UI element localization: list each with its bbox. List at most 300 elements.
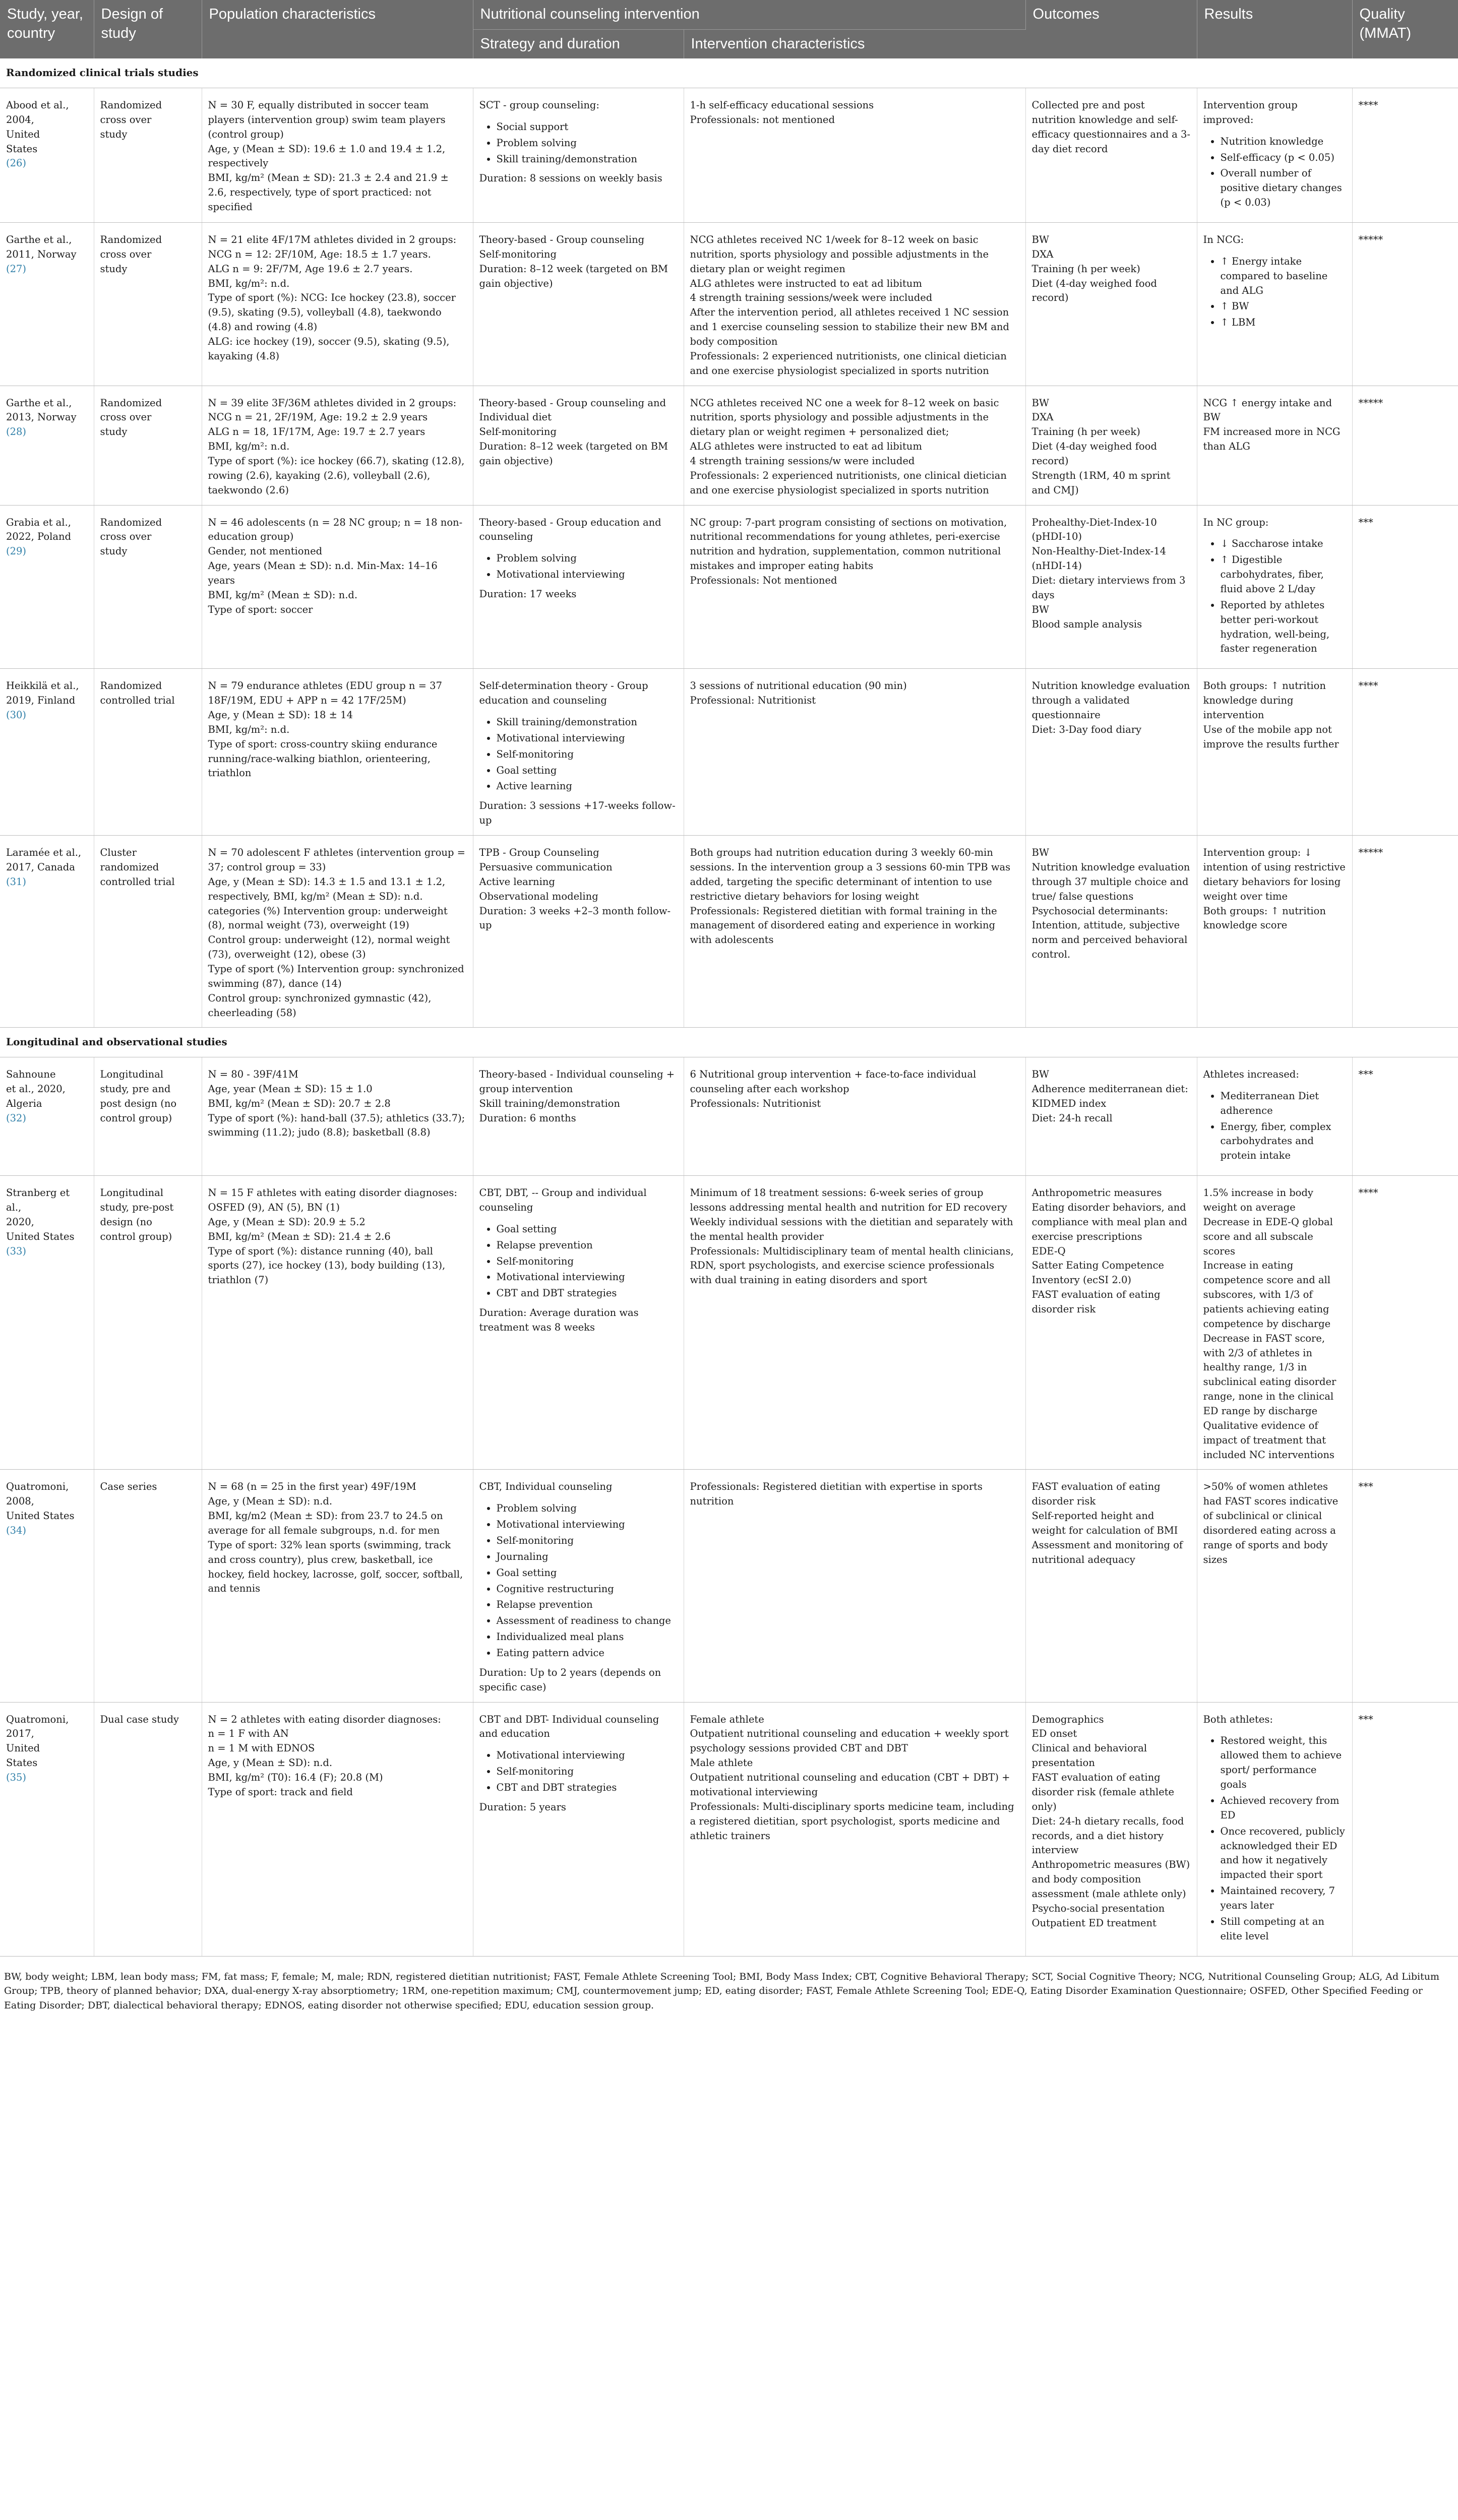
characteristics-line: Professionals: Nutritionist [690, 1097, 821, 1109]
table-row [0, 505, 1458, 669]
characteristics-line: 6 Nutritional group intervention + face-to-face individual counseling after each workshop [690, 1068, 977, 1095]
characteristics-line: Professionals: not mentioned [690, 113, 835, 125]
design-line: study, pre and [100, 1083, 171, 1095]
population-line: Type of sport (%): NCG: Ice hockey (23.8), soccer (9.5), skating (9.5), volleyball (4.8), taekwondo (4.8) and rowing (4.8) [208, 292, 456, 333]
outcomes-line: Diet (4-day weighed food record) [1031, 277, 1157, 304]
bullet-list [479, 715, 678, 794]
study-line: 2017, Canada [6, 861, 75, 873]
cell-quality: **** [1352, 669, 1458, 836]
cell-design [94, 88, 202, 222]
bullet-item: • Nutrition knowledge [1221, 135, 1346, 149]
study-line: States [6, 143, 38, 155]
bullet-item: • Goal setting [497, 1222, 678, 1237]
cell-study [0, 88, 94, 222]
population-line: N = 68 (n = 25 in the first year) 49F/19M [208, 1481, 416, 1493]
cell-design [94, 1470, 202, 1702]
results-line: Both groups: ↑ nutrition knowledge score [1203, 905, 1326, 931]
cell-study [0, 505, 94, 669]
results-line: Increase in eating competence score and all subscores, with 1/3 of patients achieving eating competence by discharge [1203, 1259, 1331, 1330]
section-row [0, 58, 1458, 88]
table-row [0, 1702, 1458, 1956]
bullet-list [1203, 255, 1346, 330]
outcomes-line: Psycho-social presentation [1031, 1902, 1165, 1914]
design-line: Randomized [100, 516, 162, 528]
bullet-item: • Skill training/demonstration [497, 715, 678, 730]
bullet-list [479, 1222, 678, 1301]
population-line: Age, y (Mean ± SD): n.d. [208, 1757, 333, 1769]
study-line: 2017, [6, 1728, 34, 1740]
bullet-list [1203, 135, 1346, 210]
population-line: Age, year (Mean ± SD): 15 ± 1.0 [208, 1083, 373, 1095]
population-line: BMI, kg/m² (Mean ± SD): n.d. [208, 589, 358, 601]
cell-outcomes [1025, 1176, 1197, 1470]
bullet-item: • Self-efficacy (p < 0.05) [1221, 151, 1346, 165]
table-row [0, 836, 1458, 1028]
cell-results [1197, 386, 1352, 505]
population-line: BMI, kg/m² (Mean ± SD): 21.3 ± 2.4 and 21.9 ± 2.6, respectively, type of sport practiced: not specified [208, 172, 449, 213]
results-line: >50% of women athletes had FAST scores indicative of subclinical or clinical disordered eating across a range of sports and body sizes [1203, 1481, 1339, 1565]
population-line: Age, y (Mean ± SD): 14.3 ± 1.5 and 13.1 ± 1.2, respectively, BMI, kg/m² (Mean ± SD): n.d. categories (%) Intervention group: underweight (8), normal weight (73), overweight (19) [208, 875, 448, 931]
design-line: post design (no [100, 1097, 177, 1109]
population-line: N = 21 elite 4F/17M athletes divided in 2 groups: [208, 233, 457, 245]
strategy-line: CBT and DBT- Individual counseling and education [479, 1713, 659, 1740]
outcomes-line: Assessment and monitoring of nutritional adequacy [1031, 1539, 1183, 1565]
reference-link[interactable]: (28) [6, 426, 27, 438]
design-line: cross over [100, 531, 152, 543]
bullet-item: • Maintained recovery, 7 years later [1221, 1884, 1346, 1913]
strategy-line: Theory-based - Group counseling [479, 233, 645, 245]
population-line: BMI, kg/m² (Mean ± SD): 20.7 ± 2.8 [208, 1097, 391, 1109]
cell-population [202, 836, 473, 1028]
strategy-line: Duration: 17 weeks [479, 588, 577, 600]
study-line: Abood et al., [6, 99, 69, 111]
cell-strategy [473, 1702, 684, 1956]
strategy-line: SCT - group counseling: [479, 99, 599, 111]
outcomes-line: Training (h per week) [1031, 426, 1140, 438]
population-line: Age, y (Mean ± SD): 19.6 ± 1.0 and 19.4 ± 1.2, respectively [208, 143, 446, 169]
header-intervention: Nutritional counseling intervention [473, 0, 1025, 29]
header-study: Study, year, country [0, 0, 94, 58]
bullet-item: • Energy, fiber, complex carbohydrates and protein intake [1221, 1120, 1346, 1164]
cell-characteristics [684, 222, 1025, 386]
cell-outcomes [1025, 222, 1197, 386]
population-line: N = 46 adolescents (n = 28 NC group; n = 18 non-education group) [208, 516, 463, 543]
strategy-line: Duration: 8–12 week (targeted on BM gain objective) [479, 440, 668, 467]
cell-characteristics [684, 88, 1025, 222]
population-line: Type of sport (%): distance running (40), ball sports (27), ice hockey (13), body building (13), triathlon (7) [208, 1245, 446, 1286]
bullet-item: • Goal setting [497, 1566, 678, 1581]
strategy-line: Persuasive communication [479, 861, 613, 873]
bullet-list [479, 120, 678, 167]
strategy-line: Theory-based - Group education and counseling [479, 516, 661, 543]
bullet-item: • Goal setting [497, 764, 678, 778]
results-line: NCG ↑ energy intake and BW [1203, 397, 1332, 423]
bullet-item: • Self-monitoring [497, 1534, 678, 1548]
bullet-item: • Still competing at an elite level [1221, 1915, 1346, 1944]
bullet-item: • Assessment of readiness to change [497, 1614, 678, 1628]
cell-design [94, 836, 202, 1028]
population-line: Type of sport: 32% lean sports (swimming, track and cross country), plus crew, basketball, ice hockey, field hockey, lacrosse, golf, soccer, softball, and tennis [208, 1539, 463, 1595]
strategy-line: Self-monitoring [479, 426, 557, 438]
study-line: United [6, 128, 40, 140]
strategy-line: Duration: 8 sessions on weekly basis [479, 172, 662, 184]
study-line: United [6, 1742, 40, 1754]
population-line: N = 15 F athletes with eating disorder diagnoses: OSFED (9), AN (5), BN (1) [208, 1187, 457, 1213]
study-line: Laramée et al., [6, 847, 82, 859]
bullet-list [479, 1748, 678, 1795]
outcomes-line: Outpatient ED treatment [1031, 1917, 1157, 1929]
reference-link[interactable]: (35) [6, 1772, 27, 1784]
cell-strategy [473, 836, 684, 1028]
study-line: 2020, [6, 1216, 34, 1228]
bullet-list [1203, 537, 1346, 656]
bullet-item: • Self-monitoring [497, 1765, 678, 1779]
characteristics-line: NCG athletes received NC one a week for 8–12 week on basic nutrition, sports physiology and possible adjustments in the dietary plan or weight regimen + personalized diet; [690, 397, 999, 438]
study-line: Quatromoni, [6, 1481, 69, 1493]
outcomes-line: Collected pre and post nutrition knowledge and self-efficacy questionnaires and a 3-day diet record [1031, 99, 1190, 155]
characteristics-line: Outpatient nutritional counseling and education (CBT + DBT) + motivational interviewing [690, 1772, 1010, 1798]
cell-outcomes [1025, 386, 1197, 505]
design-line: Randomized [100, 233, 162, 245]
cell-quality: *** [1352, 1470, 1458, 1702]
population-line: Type of sport: soccer [208, 603, 313, 615]
cell-results [1197, 1470, 1352, 1702]
results-line: Both athletes: [1203, 1713, 1273, 1725]
cell-strategy [473, 386, 684, 505]
results-line: Use of the mobile app not improve the results further [1203, 723, 1339, 750]
strategy-line: Duration: 8–12 week (targeted on BM gain objective) [479, 263, 668, 289]
bullet-item: • ↓ Saccharose intake [1221, 537, 1346, 551]
population-line: NCG n = 21, 2F/19M, Age: 19.2 ± 2.9 years [208, 411, 428, 423]
design-line: control group) [100, 1112, 172, 1124]
bullet-item: • Achieved recovery from ED [1221, 1794, 1346, 1823]
bullet-item: • Overall number of positive dietary changes (p < 0.03) [1221, 166, 1346, 210]
cell-population [202, 1702, 473, 1956]
results-line: In NCG: [1203, 233, 1244, 245]
study-line: United States [6, 1230, 75, 1242]
cell-population [202, 505, 473, 669]
bullet-list [479, 551, 678, 582]
study-line: et al., 2020, [6, 1083, 66, 1095]
outcomes-line: Diet: dietary interviews from 3 days [1031, 575, 1186, 601]
cell-population [202, 1470, 473, 1702]
strategy-line: Self-monitoring [479, 248, 557, 260]
population-line: Control group: synchronized gymnastic (42), cheerleading (58) [208, 992, 432, 1019]
outcomes-line: BW [1031, 603, 1049, 615]
cell-quality: ***** [1352, 386, 1458, 505]
header-results: Results [1197, 0, 1352, 58]
characteristics-line: NCG athletes received NC 1/week for 8–12 week on basic nutrition, sports physiology and possible adjustments in the dietary plan or weight regimen [690, 233, 989, 275]
characteristics-line: Professionals: Registered dietitian with expertise in sports nutrition [690, 1481, 983, 1507]
outcomes-line: Anthropometric measures (BW) and body composition assessment (male athlete only) [1031, 1859, 1190, 1900]
design-line: control group) [100, 1230, 172, 1242]
design-line: design (no [100, 1216, 152, 1228]
design-line: Dual case study [100, 1713, 179, 1725]
cell-characteristics [684, 505, 1025, 669]
cell-outcomes [1025, 88, 1197, 222]
characteristics-line: 1-h self-efficacy educational sessions [690, 99, 874, 111]
characteristics-line: Professionals: Multi-disciplinary sports medicine team, including a registered dietitian, sport psychologist, sports medicine and athletic trainers [690, 1800, 1014, 1842]
cell-quality: ***** [1352, 836, 1458, 1028]
reference-link[interactable]: (26) [6, 157, 27, 169]
cell-design [94, 222, 202, 386]
design-line: study [100, 545, 128, 557]
study-line: Quatromoni, [6, 1713, 69, 1725]
cell-population [202, 222, 473, 386]
study-line: Grabia et al., [6, 516, 71, 528]
cell-study [0, 1470, 94, 1702]
cell-population [202, 88, 473, 222]
cell-design [94, 1176, 202, 1470]
cell-study [0, 386, 94, 505]
population-line: Age, y (Mean ± SD): n.d. [208, 1495, 333, 1507]
design-line: Cluster [100, 847, 137, 859]
bullet-item: • Relapse prevention [497, 1598, 678, 1612]
population-line: Type of sport: track and field [208, 1786, 353, 1798]
header-strategy: Strategy and duration [473, 29, 684, 58]
results-line: Both groups: ↑ nutrition knowledge during intervention [1203, 680, 1326, 721]
population-line: n = 1 F with AN [208, 1728, 289, 1740]
strategy-line: Duration: 3 sessions +17-weeks follow-up [479, 800, 676, 827]
bullet-item: • Motivational interviewing [497, 568, 678, 582]
header-population: Population characteristics [202, 0, 473, 58]
cell-study [0, 1057, 94, 1175]
population-line: BMI, kg/m² (T0): 16.4 (F); 20.8 (M) [208, 1772, 383, 1784]
cell-results [1197, 1057, 1352, 1175]
outcomes-line: Non-Healthy-Diet-Index-14 (nHDI-14) [1031, 545, 1167, 572]
bullet-list [1203, 1734, 1346, 1943]
cell-design [94, 1702, 202, 1956]
population-line: Gender, not mentioned [208, 545, 323, 557]
design-line: cross over [100, 248, 152, 260]
outcomes-line: Nutrition knowledge evaluation through a validated questionnaire [1031, 680, 1190, 721]
cell-study [0, 1176, 94, 1470]
cell-quality: ***** [1352, 222, 1458, 386]
bullet-item: • Skill training/demonstration [497, 152, 678, 167]
cell-outcomes [1025, 1702, 1197, 1956]
characteristics-line: Male athlete [690, 1757, 753, 1769]
outcomes-line: Strength (1RM, 40 m sprint and CMJ) [1031, 469, 1171, 496]
study-line: Garthe et al., [6, 397, 72, 409]
characteristics-line: Professional: Nutritionist [690, 695, 816, 707]
reference-link[interactable]: (30) [6, 709, 27, 721]
design-line: Randomized [100, 680, 162, 692]
results-line: Qualitative evidence of impact of treatment that included NC interventions [1203, 1419, 1334, 1461]
header-design: Design of study [94, 0, 202, 58]
reference-link[interactable]: (34) [6, 1525, 27, 1537]
study-line: 2008, [6, 1495, 34, 1507]
strategy-line: Observational modeling [479, 890, 598, 902]
bullet-item: • Motivational interviewing [497, 1270, 678, 1285]
characteristics-line: Professionals: Not mentioned [690, 575, 837, 587]
population-line: Age, y (Mean ± SD): 18 ± 14 [208, 709, 353, 721]
table-footnote: BW, body weight; LBM, lean body mass; FM, fat mass; F, female; M, male; RDN, registered dietitian nutritionist; FAST, Female Athlete Screening Tool; BMI, Body Mass Index; CBT, Cognitive Behavioral Therapy; SCT, Social Cognitive Theory; NCG, Nutritional Counseling Group; ALG, Ad Libitum Group; TPB, theory of planned behavior; DXA, dual-energy X-ray absorptiometry; 1RM, one-repetition maximum; CMJ, countermovement jump; ED, eating disorder; FAST, Female Athlete Screening Tool; EDE-Q, Eating Disorder Examination Questionnaire; OSFED, Other Specified Feeding or Eating Disorder; DBT, dialectical behavioral therapy; EDNOS, eating disorder not otherwise specified; EDU, education session group. [4, 1971, 1439, 2011]
bullet-item: • Relapse prevention [497, 1238, 678, 1253]
design-line: study, pre-post [100, 1201, 174, 1213]
cell-characteristics [684, 669, 1025, 836]
population-line: Type of sport (%) Intervention group: synchronized swimming (87), dance (14) [208, 963, 464, 989]
bullet-list [1203, 1089, 1346, 1163]
characteristics-line: 3 sessions of nutritional education (90 min) [690, 680, 907, 692]
population-line: BMI, kg/m²: n.d. [208, 440, 290, 453]
bullet-item: • Active learning [497, 779, 678, 794]
cell-population [202, 1057, 473, 1175]
outcomes-line: Psychosocial determinants: Intention, attitude, subjective norm and perceived behavioral control. [1031, 905, 1188, 961]
results-line: Intervention group: ↓ intention of using restrictive dietary behaviors for losing weight over time [1203, 847, 1346, 902]
outcomes-line: Nutrition knowledge evaluation through 37 multiple choice and true/ false questions [1031, 861, 1190, 902]
characteristics-line: Professionals: Registered dietitian with formal training in the management of disordered eating and experience in working with adolescents [690, 905, 997, 946]
results-line: Athletes increased: [1203, 1068, 1299, 1080]
population-line: NCG n = 12: 2F/10M, Age: 18.5 ± 1.7 years. [208, 248, 431, 260]
bullet-item: • CBT and DBT strategies [497, 1286, 678, 1301]
characteristics-line: NC group: 7-part program consisting of sections on motivation, nutritional recommendations for young athletes, peri-exercise nutrition and hydration, supplementation, common nutritional mistakes and improper eating habits [690, 516, 1007, 572]
cell-results [1197, 88, 1352, 222]
characteristics-line: Female athlete [690, 1713, 764, 1725]
characteristics-line: ALG athletes were instructed to eat ad libitum [690, 277, 922, 289]
design-line: controlled trial [100, 695, 175, 707]
outcomes-line: BW [1031, 1068, 1049, 1080]
population-line: BMI, kg/m² (Mean ± SD): 21.4 ± 2.6 [208, 1230, 391, 1242]
characteristics-line: Professionals: 2 experienced nutritionists, one clinical dietician and one exercise physiologist specialized in sports nutrition [690, 469, 1007, 496]
reference-link[interactable]: (27) [6, 263, 27, 275]
cell-characteristics [684, 386, 1025, 505]
outcomes-line: BW [1031, 233, 1049, 245]
outcomes-line: Diet: 3-Day food diary [1031, 723, 1142, 735]
cell-strategy [473, 1057, 684, 1175]
characteristics-line: ALG athletes were instructed to eat ad libitum [690, 440, 922, 453]
reference-link[interactable]: (32) [6, 1112, 27, 1124]
design-line: Longitudinal [100, 1187, 164, 1199]
table-row [0, 1057, 1458, 1175]
characteristics-line: 4 strength training sessions/week were included [690, 292, 933, 304]
population-line: ALG: ice hockey (19), soccer (9.5), skating (9.5), kayaking (4.8) [208, 336, 450, 362]
cell-quality: *** [1352, 505, 1458, 669]
characteristics-line: Professionals: Multidisciplinary team of mental health clinicians, RDN, sport psychologists, and exercise science professionals with dual training in eating disorders and sport [690, 1245, 1014, 1286]
strategy-line: Skill training/demonstration [479, 1097, 620, 1109]
outcomes-line: Blood sample analysis [1031, 618, 1142, 630]
bullet-item: • Self-monitoring [497, 747, 678, 762]
bullet-item: • Motivational interviewing [497, 731, 678, 746]
outcomes-line: FAST evaluation of eating disorder risk (female athlete only) [1031, 1772, 1175, 1812]
strategy-line: Duration: 3 weeks +2–3 month follow-up [479, 905, 671, 931]
cell-study [0, 1702, 94, 1956]
outcomes-line: Diet: 24-h dietary recalls, food records, and a diet history interview [1031, 1815, 1184, 1856]
outcomes-line: Adherence mediterranean diet: KIDMED index [1031, 1083, 1188, 1109]
population-line: ALG n = 9: 2F/7M, Age 19.6 ± 2.7 years. [208, 263, 413, 275]
population-line: Type of sport (%): ice hockey (66.7), skating (12.8), rowing (2.6), kayaking (2.6), volleyball (2.6), taekwondo (2.6) [208, 455, 465, 496]
outcomes-line: Demographics [1031, 1713, 1104, 1725]
cell-quality: *** [1352, 1702, 1458, 1956]
population-line: N = 30 F, equally distributed in soccer team players (intervention group) swim team players (control group) [208, 99, 446, 140]
design-line: controlled trial [100, 875, 175, 888]
bullet-item: • Motivational interviewing [497, 1748, 678, 1763]
cell-characteristics [684, 1702, 1025, 1956]
population-line: BMI, kg/m2 (Mean ± SD): from 23.7 to 24.5 on average for all female subgroups, n.d. for men [208, 1510, 443, 1537]
strategy-line: Theory-based - Individual counseling + group intervention [479, 1068, 675, 1095]
header-characteristics: Intervention characteristics [684, 29, 1025, 58]
study-line: Sahnoune [6, 1068, 56, 1080]
design-line: Case series [100, 1481, 157, 1493]
outcomes-line: Training (h per week) [1031, 263, 1140, 275]
cell-results [1197, 669, 1352, 836]
outcomes-line: Clinical and behavioral presentation [1031, 1742, 1147, 1769]
table-row [0, 222, 1458, 386]
cell-results [1197, 1176, 1352, 1470]
outcomes-line: DXA [1031, 411, 1054, 423]
reference-link[interactable]: (29) [6, 545, 27, 557]
cell-characteristics [684, 1057, 1025, 1175]
characteristics-line: Weekly individual sessions with the dietitian and separately with the mental health provider [690, 1216, 1013, 1242]
study-line: Stranberg et al., [6, 1187, 70, 1213]
results-line: 1.5% increase in body weight on average [1203, 1187, 1313, 1213]
bullet-item: • CBT and DBT strategies [497, 1781, 678, 1795]
cell-characteristics [684, 836, 1025, 1028]
cell-outcomes [1025, 1057, 1197, 1175]
bullet-item: • Eating pattern advice [497, 1646, 678, 1661]
cell-design [94, 669, 202, 836]
bullet-item: • Individualized meal plans [497, 1630, 678, 1645]
results-line: Decrease in FAST score, with 2/3 of athletes in healthy range, 1/3 in subclinical eating disorder range, none in the clinical ED range by discharge [1203, 1332, 1336, 1417]
table-row [0, 669, 1458, 836]
characteristics-line: Professionals: 2 experienced nutritionists, one clinical dietician and one exercise physiologist specialized in sports nutrition [690, 350, 1007, 376]
population-line: n = 1 M with EDNOS [208, 1742, 315, 1754]
study-line: 2019, Finland [6, 695, 76, 707]
population-line: N = 2 athletes with eating disorder diagnoses: [208, 1713, 441, 1725]
bullet-item: • ↑ LBM [1221, 316, 1346, 330]
outcomes-line: BW [1031, 397, 1049, 409]
population-line: N = 80 - 39F/41M [208, 1068, 298, 1080]
characteristics-line: Minimum of 18 treatment sessions: 6-week series of group lessons addressing mental health and nutrition for ED recovery [690, 1187, 1007, 1213]
cell-strategy [473, 1176, 684, 1470]
bullet-item: • Restored weight, this allowed them to achieve sport/ performance goals [1221, 1734, 1346, 1792]
cell-strategy [473, 88, 684, 222]
strategy-line: TPB - Group Counseling [479, 847, 599, 859]
bullet-list [479, 1501, 678, 1661]
strategy-line: Theory-based - Group counseling and Individual diet [479, 397, 666, 423]
strategy-line: Duration: 6 months [479, 1112, 576, 1124]
reference-link[interactable]: (33) [6, 1245, 27, 1257]
cell-quality: *** [1352, 1057, 1458, 1175]
cell-strategy [473, 505, 684, 669]
characteristics-line: After the intervention period, all athletes received 1 NC session and 1 exercise counseling session to stabilize their new BM and body composition [690, 306, 1009, 347]
outcomes-line: Diet (4-day weighed food record) [1031, 440, 1157, 467]
results-line: In NC group: [1203, 516, 1269, 528]
results-line: FM increased more in NCG than ALG [1203, 426, 1341, 453]
cell-quality: **** [1352, 1176, 1458, 1470]
cell-results [1197, 505, 1352, 669]
cell-strategy [473, 1470, 684, 1702]
population-line: Type of sport: cross-country skiing endurance running/race-walking biathlon, orienteering, triathlon [208, 738, 438, 779]
cell-design [94, 1057, 202, 1175]
design-line: randomized [100, 861, 159, 873]
reference-link[interactable]: (31) [6, 875, 27, 888]
bullet-item: • Once recovered, publicly acknowledged their ED and how it negatively impacted their sport [1221, 1824, 1346, 1882]
section-title: Longitudinal and observational studies [0, 1028, 1458, 1057]
cell-outcomes [1025, 836, 1197, 1028]
bullet-item: • Social support [497, 120, 678, 135]
results-line: Decrease in EDE-Q global score and all subscale scores [1203, 1216, 1333, 1257]
outcomes-line: BW [1031, 847, 1049, 859]
bullet-item: • Problem solving [497, 1501, 678, 1516]
strategy-line: Self-determination theory - Group education and counseling [479, 680, 648, 707]
cell-design [94, 386, 202, 505]
bullet-item: • Problem solving [497, 136, 678, 151]
cell-strategy [473, 222, 684, 386]
population-line: Type of sport (%): hand-ball (37.5); athletics (33.7); swimming (11.2); judo (8.8); basketball (8.8) [208, 1112, 465, 1139]
study-line: States [6, 1757, 38, 1769]
section-title: Randomized clinical trials studies [0, 58, 1458, 88]
study-line: Algeria [6, 1097, 42, 1109]
